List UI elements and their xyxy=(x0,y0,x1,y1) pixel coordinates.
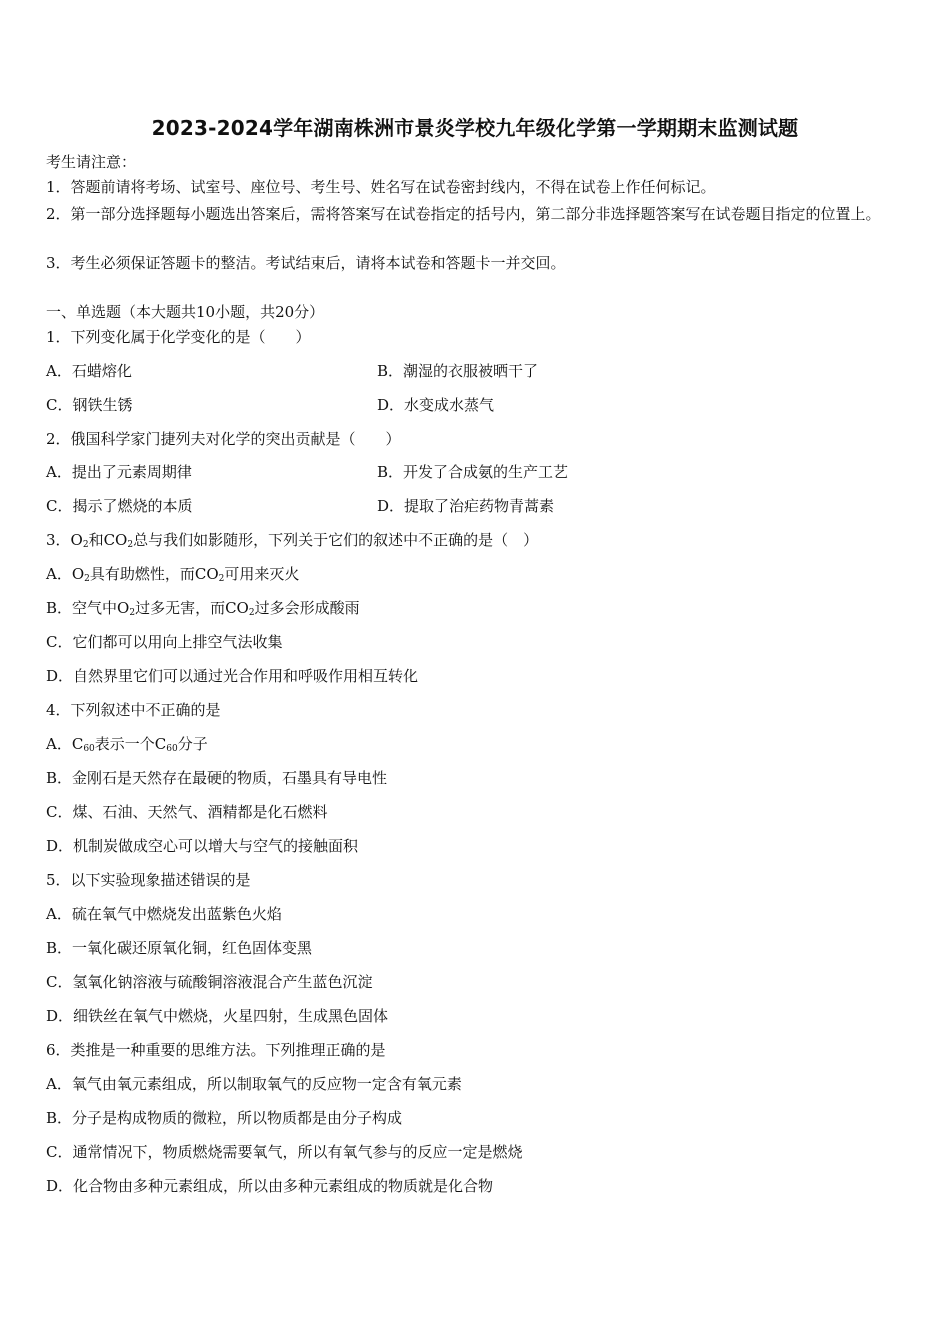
question-stem: 3．$O_2$和$CO_2$总与我们如影随形，下列关于它们的叙述中不正确的是（ ） xyxy=(46,531,539,550)
notice-item: 1．答题前请将考场、试室号、座位号、考生号、姓名写在试卷密封线内，不得在试卷上作任何标记。 xyxy=(46,178,716,196)
question-stem: 6．类推是一种重要的思维方法。下列推理正确的是 xyxy=(46,1041,386,1059)
option-d: D．机制炭做成空心可以增大与空气的接触面积 xyxy=(46,837,359,855)
option-a: A．石蜡熔化 xyxy=(46,362,132,380)
option-d: D．化合物由多种元素组成，所以由多种元素组成的物质就是化合物 xyxy=(46,1177,494,1195)
option-b: B．潮湿的衣服被晒干了 xyxy=(377,362,539,380)
question-stem: 4．下列叙述中不正确的是 xyxy=(46,701,221,719)
question-stem: 5．以下实验现象描述错误的是 xyxy=(46,871,251,889)
option-c: C．它们都可以用向上排空气法收集 xyxy=(46,633,283,651)
option-b: B．一氧化碳还原氧化铜，红色固体变黑 xyxy=(46,939,313,957)
option-b: B．金刚石是天然存在最硬的物质，石墨具有导电性 xyxy=(46,769,388,787)
option-a: A．提出了元素周期律 xyxy=(46,463,192,481)
option-c: C．氢氧化钠溶液与硫酸铜溶液混合产生蓝色沉淀 xyxy=(46,973,373,991)
option-c: C．揭示了燃烧的本质 xyxy=(46,497,193,515)
option-a: A．$C_{60}$表示一个$C_{60}$分子 xyxy=(46,735,208,754)
option-a: A．硫在氧气中燃烧发出蓝紫色火焰 xyxy=(46,905,282,923)
notice-heading: 考生请注意： xyxy=(46,153,137,171)
option-c: C．煤、石油、天然气、酒精都是化石燃料 xyxy=(46,803,328,821)
notice-item: 3．考生必须保证答题卡的整洁。考试结束后，请将本试卷和答题卡一并交回。 xyxy=(46,254,566,272)
option-c: C．钢铁生锈 xyxy=(46,396,133,414)
section-heading: 一、单选题（本大题共10小题，共20分） xyxy=(46,303,325,321)
option-b: B．开发了合成氨的生产工艺 xyxy=(377,463,569,481)
option-c: C．通常情况下，物质燃烧需要氧气，所以有氧气参与的反应一定是燃烧 xyxy=(46,1143,523,1161)
option-d: D．提取了治疟药物青蒿素 xyxy=(377,497,555,515)
option-a: A．氧气由氧元素组成，所以制取氧气的反应物一定含有氧元素 xyxy=(46,1075,462,1093)
option-b: B．分子是构成物质的微粒，所以物质都是由分子构成 xyxy=(46,1109,403,1127)
option-d: D．细铁丝在氧气中燃烧，火星四射，生成黑色固体 xyxy=(46,1007,389,1025)
option-d: D．自然界里它们可以通过光合作用和呼吸作用相互转化 xyxy=(46,667,419,685)
question-stem: 2．俄国科学家门捷列夫对化学的突出贡献是（ ） xyxy=(46,430,401,448)
option-a: A．$O_2$具有助燃性，而$CO_2$可用来灭火 xyxy=(46,565,300,584)
page-title: 2023-2024学年湖南株洲市景炎学校九年级化学第一学期期末监测试题 xyxy=(151,116,799,140)
notice-item: 2．第一部分选择题每小题选出答案后，需将答案写在试卷指定的括号内，第二部分非选择题答案写在试卷题目指定的位置上。 xyxy=(46,205,881,223)
option-d: D．水变成水蒸气 xyxy=(377,396,495,414)
option-b: B．空气中$O_2$过多无害，而$CO_2$过多会形成酸雨 xyxy=(46,599,360,618)
question-stem: 1．下列变化属于化学变化的是（ ） xyxy=(46,328,311,346)
